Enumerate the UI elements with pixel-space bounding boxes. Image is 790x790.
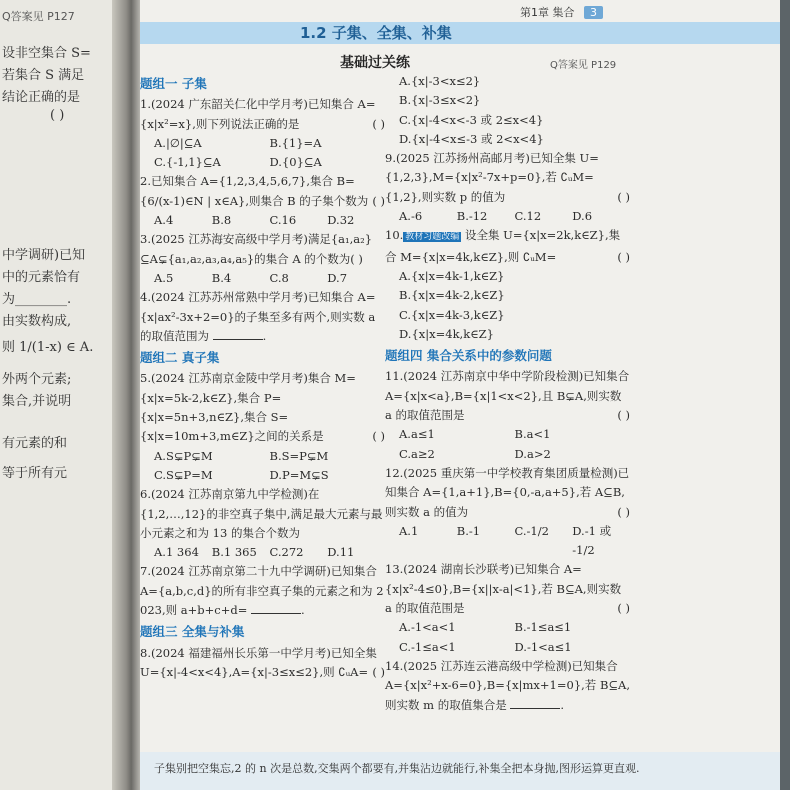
question-5: 5.(2024 江苏南京金陵中学月考)集合 M={x|x=5k-2,k∈Z},集合 P={x|x=5n+3,n∈Z},集合 S={x|x=10m+3,m∈Z}之间的关系是 ( )	[140, 371, 385, 444]
question-10-option: A.{x|x=4k-1,k∈Z}	[399, 268, 505, 283]
question-2: 2.已知集合 A={1,2,3,4,5,6,7},集合 B={6/(x-1)∈N | x∈A},则集合 B 的子集个数为 ( )	[140, 174, 385, 208]
question-8-option: D.{x|-4<x≤-3 或 2<x<4}	[399, 131, 544, 146]
right-page	[140, 0, 780, 790]
page-number: 3	[584, 6, 603, 19]
left-fragment: 由实数构成,	[2, 314, 72, 329]
group-heading: 题组一 子集	[140, 76, 207, 91]
question-10-option: D.{x|x=4k,k∈Z}	[399, 326, 494, 341]
left-fragment: 若集合 S 满足	[2, 68, 85, 83]
left-fragment: 设非空集合 S=	[2, 46, 91, 61]
left-fragment: ( )	[50, 108, 65, 123]
question-11-options: A.a≤1 B.a<1 C.a≥2 D.a>2	[399, 427, 551, 461]
question-10: 10. 教材习题改编 设全集 U={x|x=2k,k∈Z},集合 M={x|x=4k,k∈Z},则 ∁ᵤM= ( )	[385, 228, 630, 264]
question-6-options: A.1 364 B.1 365 C.272 D.11	[154, 545, 355, 560]
section-title: 1.2 子集、全集、补集	[300, 24, 452, 42]
left-fragment: 中学调研)已知	[2, 248, 86, 263]
chapter-label: 第1章 集合	[520, 6, 575, 19]
group-heading: 题组四 集合关系中的参数问题	[385, 348, 552, 364]
left-page	[0, 0, 112, 790]
question-1: 1.(2024 广东韶关仁化中学月考)已知集合 A={x|x²=x},则下列说法正确的是 ( )	[140, 97, 385, 131]
question-3: 3.(2025 江苏海安高级中学月考)满足{a₁,a₂}⊆A⊊{a₁,a₂,a₃,a₄,a₅}的集合 A 的个数为( )	[140, 232, 373, 266]
left-fragment: 中的元素恰有	[2, 270, 81, 285]
left-fragment: 有元素的和	[2, 436, 68, 451]
question-13: 13.(2024 湖南长沙联考)已知集合 A={x|x²-4≤0},B={x||x-a|<1},若 B⊆A,则实数 a 的取值范围是 ( )	[385, 562, 630, 616]
question-14: 14.(2025 江苏连云港高级中学检测)已知集合 A={x|x²+x-6=0},B={x|mx+1=0},若 B⊆A,则实数 m 的取值集合是 .	[385, 658, 630, 712]
question-2-options: A.4 B.8 C.16 D.32	[154, 213, 355, 228]
group-heading: 题组二 真子集	[140, 350, 220, 366]
page-header	[520, 4, 603, 20]
question-10-option: B.{x|x=4k-2,k∈Z}	[399, 288, 505, 303]
left-fragment: 外两个元素;	[2, 372, 72, 387]
answer-reference: Q答案见 P127	[2, 10, 75, 23]
answer-reference: Q答案见 P129	[550, 60, 617, 71]
question-8-option: B.{x|-3≤x<2}	[399, 93, 481, 108]
question-8-option: A.{x|-3<x≤2}	[399, 74, 481, 88]
question-6: 6.(2024 江苏南京第九中学检测)在{1,2,…,12}的非空真子集中,满足最大元素与最小元素之和为 13 的集合个数为	[140, 487, 383, 540]
question-7: 7.(2024 江苏南京第二十九中学调研)已知集合 A={a,b,c,d}的所有非空真子集的元素之和为 2 023,则 a+b+c+d= .	[140, 564, 384, 618]
left-fragment: 结论正确的是	[2, 90, 81, 105]
left-fragment: 则 1/(1-x) ∈ A.	[2, 340, 94, 355]
right-column	[385, 72, 630, 715]
textbook-tag: 教材习题改编	[405, 232, 460, 243]
question-4: 4.(2024 江苏苏州常熟中学月考)已知集合 A={x|ax²-3x+2=0}的子集至多有两个,则实数 a 的取值范围为 .	[140, 290, 376, 343]
left-fragment: 集合,并说明	[2, 394, 72, 409]
section-bar	[140, 22, 780, 44]
question-9-options: A.-6 B.-12 C.12 D.6	[399, 209, 593, 224]
question-13-options: A.-1<a<1 B.-1≤a≤1 C.-1≤a<1 D.-1<a≤1	[399, 620, 572, 654]
question-12: 12.(2025 重庆第一中学校教育集团质量检测)已知集合 A={1,a+1},B={0,-a,a+5},若 A⊆B,则实数 a 的值为 ( )	[385, 465, 630, 519]
question-12-options: A.1 B.-1 C.-1/2 D.-1 或 -1/2	[399, 523, 612, 558]
question-1-options: A.|∅|⊆A B.{1}=A C.{-1,1}⊆A D.{0}⊆A	[154, 135, 322, 170]
question-9: 9.(2025 江苏扬州高邮月考)已知全集 U={1,2,3},M={x|x²-7x+p=0},若 ∁ᵤM={1,2},则实数 p 的值为 ( )	[385, 151, 630, 204]
question-11: 11.(2024 江苏南京中华中学阶段检测)已知集合 A={x|x<a},B={x|1<x<2},且 B⊊A,则实数 a 的取值范围是 ( )	[385, 369, 630, 423]
subsection-title: 基础过关练	[340, 55, 410, 71]
group-heading: 题组三 全集与补集	[140, 624, 245, 640]
left-fragment: 等于所有元	[2, 466, 68, 481]
question-8: 8.(2024 福建福州长乐第一中学月考)已知全集 U={x|-4<x<4},A={x|-3≤x≤2},则 ∁ᵤA= ( )	[140, 645, 385, 679]
question-5-options: A.S⊊P⊊M B.S=P⊊M C.S⊊P=M D.P=M⊊S	[154, 448, 329, 482]
question-8-option: C.{x|-4<x<-3 或 2≤x<4}	[399, 112, 544, 127]
mnemonic-footer: 子集别把空集忘,2 的 n 次是总数,交集两个都要有,并集沾边就能行,补集全把本身抛,图形运算更直观.	[140, 752, 780, 790]
question-10-option: C.{x|x=4k-3,k∈Z}	[399, 307, 505, 322]
left-column	[140, 72, 385, 682]
question-3-options: A.5 B.4 C.8 D.7	[154, 270, 348, 285]
left-fragment: 为________.	[2, 292, 72, 307]
